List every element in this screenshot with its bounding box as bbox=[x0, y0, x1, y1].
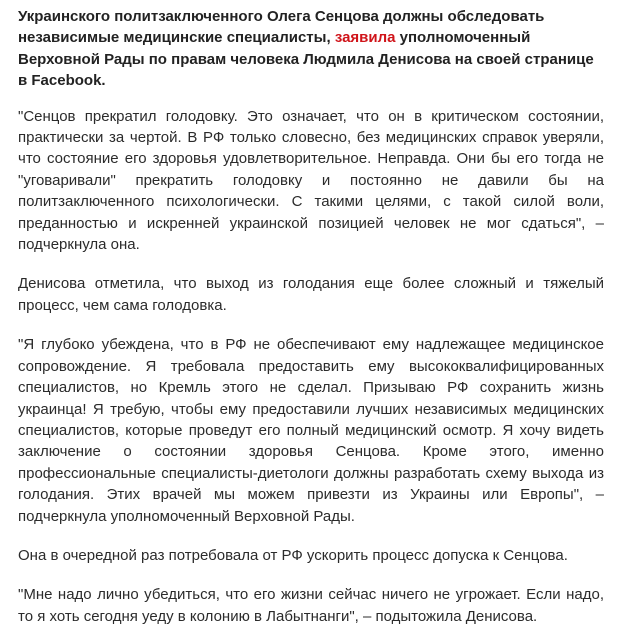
quote-paragraph-3: "Мне надо лично убедиться, что его жизни сейчас ничего не угрожает. Если надо, то я хоть сегодня уеду в колонию в Лабытнанги", – подытожила Денисова. bbox=[18, 586, 604, 625]
article-body bbox=[18, 0, 604, 627]
body-paragraph-1: Денисова отметила, что выход из голодания еще более сложный и тяжелый процесс, чем сама голодовка. bbox=[18, 275, 604, 314]
source-link[interactable]: заявила bbox=[334, 29, 396, 47]
quote-paragraph-1: "Сенцов прекратил голодовку. Это означает, что он в критическом состоянии, практически за чертой. В РФ только словесно, без медицинских справок уверяли, что состояние его здоровья удовлетворительное. Неправда. Они бы его тогда не "уговаривали" прекратить голодовку и постоянно не давили бы на политзаключенного психологически. С такими целями, с такой силой воли, преданностью и искренней украинской позицией человек не мог сдаться", – подчеркнула она. bbox=[18, 107, 604, 254]
lead-text-end: уполномоченный Верховной Рады по правам человека Людмила Денисова на своей странице в Facebook. bbox=[18, 29, 594, 90]
quote-paragraph-2: "Я глубоко убеждена, что в РФ не обеспечивают ему надлежащее медицинское сопровождение. Я требовала предоставить ему высококвалифицированных специалистов, но Кремль этого не сделал. Призываю РФ сохранить жизнь украинца! Я требую, чтобы ему предоставили лучших независимых медицинских специалистов, которые проведут его полный медицинский осмотр. Я хочу видеть заключение о состоянии здоровья Сенцова. Кроме этого, именно профессиональные специалисты-диетологи должны разработать схему выхода из голодания. Этих врачей мы можем привезти из Украины или Европы", – подчеркнула уполномоченный Верховной Рады. bbox=[18, 336, 604, 525]
lead-text-start: Украинского политзаключенного Олега Сенцова должны обследовать независимые медицинские специалисты, bbox=[18, 8, 545, 47]
lead-paragraph bbox=[18, 6, 604, 92]
body-paragraph-2: Она в очередной раз потребовала от РФ ускорить процесс допуска к Сенцова. bbox=[18, 546, 568, 564]
